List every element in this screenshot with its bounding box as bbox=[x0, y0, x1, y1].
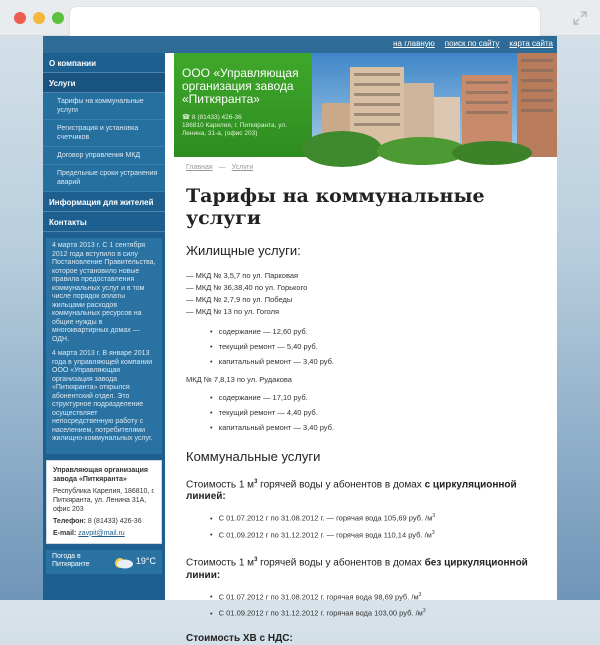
contact-block bbox=[46, 460, 162, 544]
hot-water-circ-list bbox=[210, 509, 546, 542]
website bbox=[43, 36, 557, 644]
sidebar bbox=[43, 53, 165, 600]
rate-item: • содержание — 12,60 руб. bbox=[210, 324, 546, 339]
hot-water-circ-heading: Стоимость 1 $м^3$ горячей воды у абонентов в домах с циркуляционной линией: bbox=[186, 479, 517, 503]
page-title: Тарифы на коммунальные услуги bbox=[186, 185, 485, 229]
contact-org: Управляющая организация завода «Питкяранта» bbox=[53, 466, 148, 483]
subnav-tariffs[interactable]: Тарифы на коммунальные услуги bbox=[43, 93, 165, 120]
email-link[interactable]: zavpit@mail.ru bbox=[78, 529, 125, 537]
house-group-2: МКД № 7,8,13 по ул. Рудакова bbox=[186, 375, 292, 384]
rate-item: • капитальный ремонт — 3,40 руб. bbox=[210, 354, 546, 369]
hot-water-nocirc-heading: Стоимость 1 $м^3$ горячей воды у абонентов в домах без циркуляционной линии: bbox=[186, 557, 528, 581]
subnav-contract[interactable]: Договор управления МКД bbox=[43, 147, 165, 165]
header-banner bbox=[174, 53, 557, 157]
buildings-photo bbox=[312, 53, 557, 157]
housing-heading: Жилищные услуги: bbox=[186, 243, 301, 258]
browser-tab[interactable] bbox=[70, 7, 540, 36]
weather-temp: 19°С bbox=[135, 555, 156, 566]
rate-item: • текущий ремонт — 5,40 руб. bbox=[210, 339, 546, 354]
nav-contacts[interactable]: Контакты bbox=[43, 212, 165, 232]
close-window-button[interactable] bbox=[14, 12, 26, 24]
weather-label: Погода в Питкяранте bbox=[52, 552, 90, 568]
news-block bbox=[46, 238, 162, 454]
breadcrumb-home[interactable]: Главная bbox=[186, 164, 213, 171]
hot-water-nocirc-list bbox=[210, 588, 546, 621]
houses-list bbox=[186, 270, 546, 318]
news-item[interactable]: 4 марта 2013 г. В январе 2013 года в управляющей компании ООО «Управляющая организация завода «Питкяранта» открылся абонентский отдел. Это структурное подразделение осуществляет непосредственную работу с населением, потребителями жилищно-коммунальных услуг. bbox=[52, 350, 153, 442]
nav-services[interactable]: Услуги bbox=[43, 73, 165, 93]
sitemap-link[interactable]: карта сайта bbox=[509, 39, 553, 48]
contact-address: Республика Карелия, 186810, г. Питкяранта, ул. Ленина 31А, офис 203 bbox=[53, 487, 155, 513]
company-contacts bbox=[182, 114, 304, 138]
breadcrumb: Главная — Услуги bbox=[186, 164, 254, 171]
rates-list-1 bbox=[210, 324, 546, 369]
top-links bbox=[393, 39, 553, 48]
breadcrumb-services[interactable]: Услуги bbox=[231, 164, 254, 171]
utilities-heading: Коммунальные услуги bbox=[186, 449, 321, 464]
maximize-window-button[interactable] bbox=[52, 12, 64, 24]
hot-water-item: • С 01.09.2012 г по 31.12.2012 г. горячая вода 103,00 руб. $/м^3$ bbox=[210, 604, 546, 621]
banner-phone: ☎ 8 (81433) 426-36 bbox=[182, 114, 242, 121]
house-item: — МКД № 36,38,40 по ул. Горького bbox=[186, 283, 308, 292]
nav-residents[interactable]: Информация для жителей bbox=[43, 192, 165, 212]
search-link[interactable]: поиск по сайту bbox=[444, 39, 500, 48]
rate-item: • текущий ремонт — 4,40 руб. bbox=[210, 405, 546, 420]
rate-item: • содержание — 17,10 руб. bbox=[210, 390, 546, 405]
company-name: ООО «Управляющая организация завода «Питкяранта» bbox=[182, 66, 299, 106]
banner-address: 186810 Карелия, г. Питкяранта, ул. Ленина, 31-а, (офис 203) bbox=[182, 122, 287, 137]
news-item[interactable]: 4 марта 2013 г. С 1 сентября 2012 года вступило в силу Постановление Правительства, которое установило новые правила предоставления коммунальных услуг и в том числе порядок оплаты жильцами расходов коммунальных ресурсов на общие нужды в многоквартирных домах — ОДН. bbox=[52, 242, 156, 343]
nav-about[interactable]: О компании bbox=[43, 53, 165, 73]
house-item: — МКД № 13 по ул. Гоголя bbox=[186, 307, 280, 316]
services-subnav bbox=[43, 93, 165, 192]
home-link[interactable]: на главную bbox=[393, 39, 435, 48]
top-bar bbox=[43, 36, 557, 53]
house-item: — МКД № 2,7,9 по ул. Победы bbox=[186, 295, 293, 304]
banner-company bbox=[174, 53, 312, 157]
phone-label: Телефон: bbox=[53, 517, 86, 525]
hot-water-item: • С 01.07.2012 г по 31.08.2012 г. — горячая вода 105,69 руб. $/м^3$ bbox=[210, 509, 546, 526]
minimize-window-button[interactable] bbox=[33, 12, 45, 24]
browser-chrome bbox=[0, 0, 600, 36]
email-label: E-mail: bbox=[53, 529, 77, 537]
main-content bbox=[186, 164, 546, 645]
subnav-meters[interactable]: Регистрация и установка счетчиков bbox=[43, 120, 165, 147]
cold-water-heading: Стоимость ХВ с НДС: bbox=[186, 632, 293, 644]
rate-item: • капитальный ремонт — 3,40 руб. bbox=[210, 420, 546, 435]
weather-widget[interactable] bbox=[46, 550, 162, 574]
rates-list-2 bbox=[210, 390, 546, 435]
subnav-deadlines[interactable]: Предельные сроки устранения аварий bbox=[43, 165, 165, 192]
cloud-icon bbox=[112, 555, 134, 569]
expand-icon[interactable] bbox=[572, 10, 588, 26]
hot-water-item: • С 01.07.2012 г по 31.08.2012 г. горячая вода 98,69 руб. $/м^3$ bbox=[210, 588, 546, 605]
hot-water-item: • С 01.09.2012 г по 31.12.2012 г. — горячая вода 110,14 руб. $/м^3$ bbox=[210, 526, 546, 543]
house-item: — МКД № 3,5,7 по ул. Парковая bbox=[186, 271, 299, 280]
phone-value: 8 (81433) 426-36 bbox=[87, 517, 142, 525]
